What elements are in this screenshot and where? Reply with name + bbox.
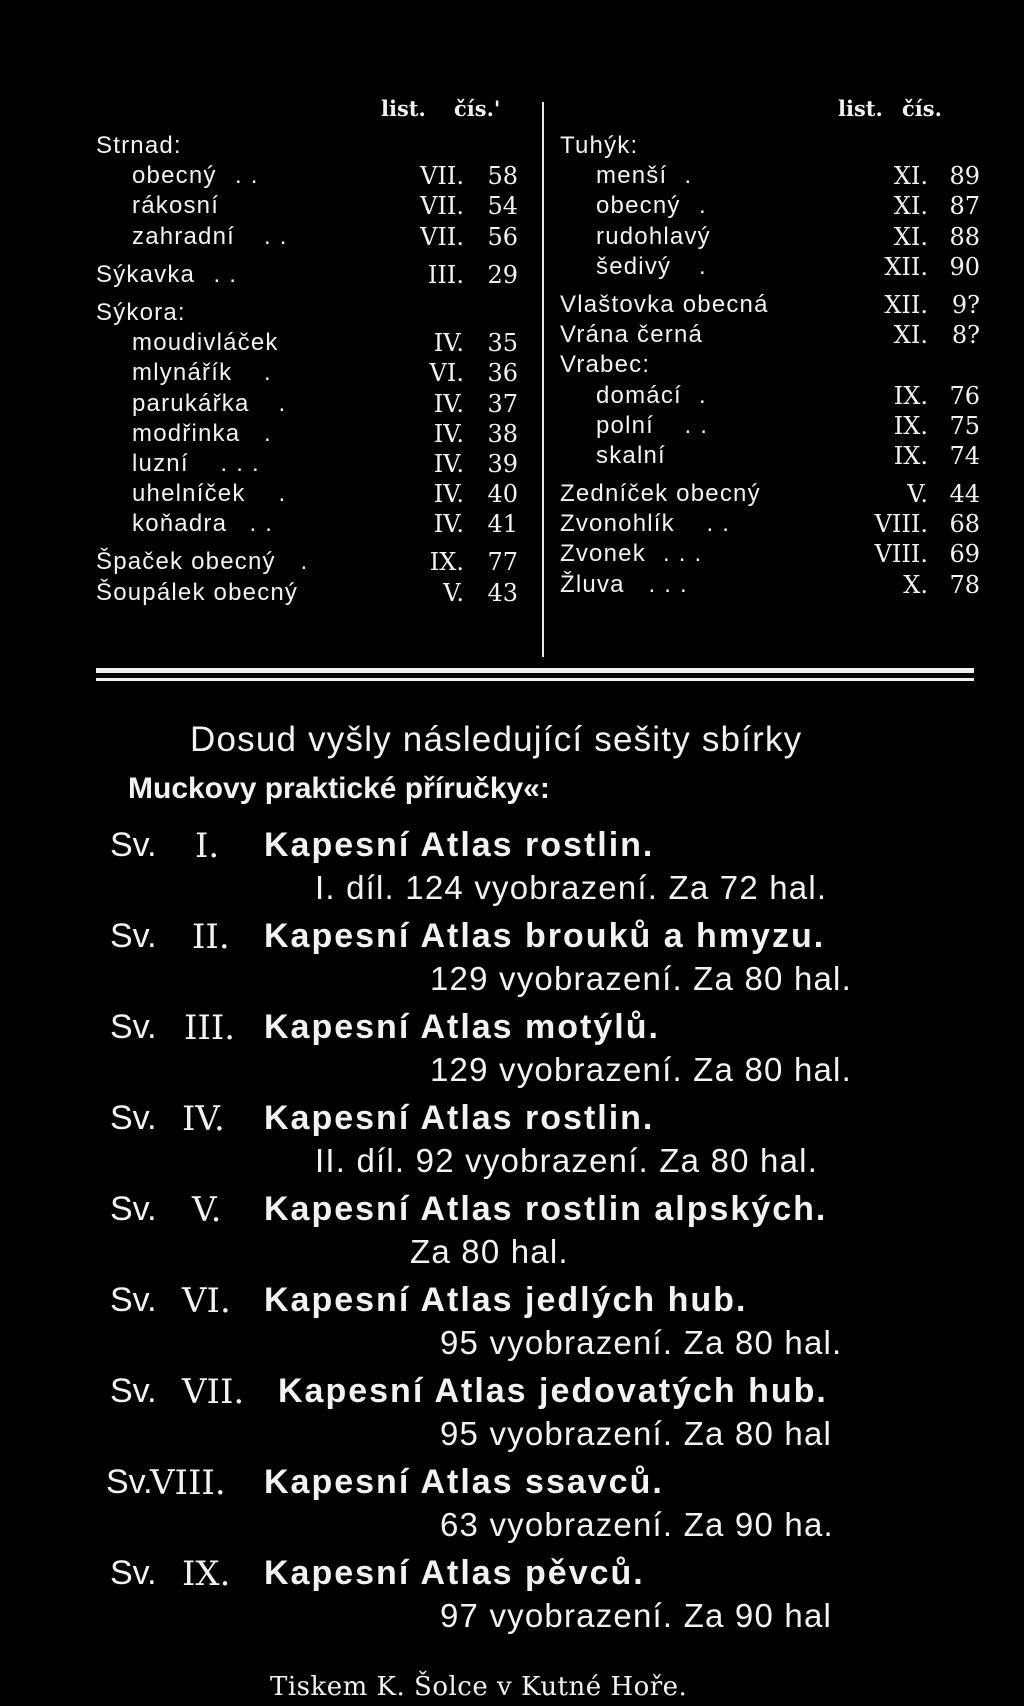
entry-name: Zvonek (560, 540, 646, 568)
bird-index (0, 96, 1024, 656)
entry-number: 90 (949, 252, 980, 281)
entry-leader-dots: . (278, 480, 287, 508)
book-entry (110, 1008, 990, 1099)
index-left-column (96, 96, 526, 609)
entry-number: 78 (949, 570, 980, 599)
index-entry (96, 420, 526, 450)
header-list: list. (838, 96, 883, 121)
book-title: Kapesní Atlas rostlin alpských. (264, 1190, 828, 1228)
entry-volume: X. (903, 570, 928, 599)
index-entry (96, 359, 526, 389)
entry-volume: IV. (433, 510, 464, 539)
entry-name: Vrabec: (560, 351, 651, 379)
book-entry (110, 1372, 990, 1463)
entry-number: 69 (949, 540, 980, 569)
entry-name: Sýkora: (96, 298, 186, 326)
entry-number: 40 (487, 480, 518, 509)
entry-volume: XII. (884, 252, 928, 281)
entry-volume: IX. (893, 441, 928, 470)
book-entry (110, 1190, 990, 1281)
index-entry (96, 579, 526, 609)
series-title: Muckovy praktické příručky«: (128, 772, 550, 805)
entry-name: luzní (132, 449, 189, 477)
entry-name: Vlaštovka obecná (560, 290, 769, 318)
notice-heading: Dosud vyšly následující sešity sbírky (190, 720, 803, 759)
volume-label: Sv. (106, 1463, 153, 1501)
entry-volume: VII. (420, 222, 464, 251)
volume-label: Sv. (110, 1554, 157, 1592)
entry-number: 68 (949, 510, 980, 539)
entry-volume: IV. (433, 419, 464, 448)
entry-leader-dots: . (278, 389, 287, 417)
entry-number: 58 (487, 162, 518, 191)
entry-leader-dots: . . (235, 162, 259, 190)
index-entry (96, 329, 526, 359)
volume-label: Sv. (110, 1190, 157, 1228)
entry-number: 8? (951, 321, 980, 350)
entry-leader-dots: . (684, 162, 693, 190)
entry-number: 75 (949, 411, 980, 440)
entry-name: obecný (596, 192, 681, 220)
entry-volume: VII. (420, 162, 464, 191)
entry-leader-dots: . . (249, 510, 274, 538)
entry-leader-dots: . (264, 359, 272, 387)
entry-name: Sýkavka (96, 260, 196, 288)
entry-name: modřinka (132, 419, 241, 447)
index-entry (96, 261, 526, 291)
entry-number: 37 (487, 389, 518, 418)
book-entry (110, 917, 990, 1008)
index-entry (96, 390, 526, 420)
entry-volume: XII. (884, 290, 928, 319)
entry-volume: XI. (893, 321, 928, 350)
book-entry (110, 1554, 990, 1645)
book-entry (106, 1463, 990, 1554)
entry-leader-dots: . (264, 419, 272, 447)
entry-volume: IV. (433, 449, 464, 478)
volume-label: Sv. (110, 826, 157, 864)
entry-volume: V. (443, 578, 464, 607)
volume-number: III. (184, 1008, 236, 1048)
entry-volume: IV. (433, 480, 464, 509)
entry-number: 54 (487, 192, 518, 221)
entry-leader-dots: . (300, 548, 309, 576)
entry-leader-dots: . (699, 192, 707, 220)
volume-label: Sv. (110, 917, 157, 955)
entry-number: 36 (487, 359, 518, 388)
entry-volume: IV. (433, 389, 464, 418)
index-entry (560, 510, 980, 540)
entry-name: Strnad: (96, 132, 182, 159)
volume-number: VII. (182, 1372, 245, 1412)
volume-number: II. (192, 917, 230, 957)
index-entry (560, 321, 980, 351)
book-title: Kapesní Atlas jedlých hub. (264, 1281, 748, 1319)
volume-label: Sv. (110, 1281, 157, 1319)
entry-volume: XI. (893, 222, 928, 251)
book-detail: 63 vyobrazení. Za 90 ha. (440, 1506, 834, 1543)
entry-leader-dots: . . . (220, 449, 260, 477)
book-title: Kapesní Atlas pěvců. (264, 1554, 645, 1592)
book-title: Kapesní Atlas motýlů. (264, 1008, 660, 1046)
entry-name: menší (596, 162, 668, 190)
rule-line (96, 678, 974, 681)
book-entry (110, 1099, 990, 1190)
entry-volume: V. (907, 480, 928, 509)
entry-number: 88 (949, 222, 980, 251)
index-entry (560, 291, 980, 321)
entry-number: 56 (487, 222, 518, 251)
index-entry (560, 480, 980, 510)
book-title: Kapesní Atlas brouků a hmyzu. (264, 917, 826, 955)
book-detail: 95 vyobrazení. Za 80 hal (440, 1415, 833, 1452)
index-entry (560, 442, 980, 472)
entry-name: rudohlavý (596, 222, 711, 250)
book-detail: 95 vyobrazení. Za 80 hal. (440, 1324, 843, 1361)
entry-name: uhelníček (132, 480, 246, 508)
entry-name: Vrána černá (560, 321, 704, 349)
book-detail: 129 vyobrazení. Za 80 hal. (430, 960, 852, 997)
entry-number: 9? (951, 290, 980, 319)
entry-leader-dots: . (699, 252, 707, 280)
book-title: Kapesní Atlas rostlin. (264, 826, 655, 864)
book-detail: II. díl. 92 vyobrazení. Za 80 hal. (315, 1142, 819, 1179)
volume-number: IV. (182, 1099, 225, 1139)
separator-rules (96, 668, 974, 686)
entry-name: Zvonohlík (560, 510, 675, 538)
entry-volume: IX. (893, 381, 928, 410)
index-entry (560, 132, 980, 162)
entry-name: Žluva (560, 570, 625, 598)
book-title: Kapesní Atlas jedovatých hub. (278, 1372, 828, 1410)
entry-name: Tuhýk: (560, 132, 639, 159)
entry-name: parukářka (132, 389, 250, 417)
header-number: čís. (902, 96, 942, 121)
entry-number: 39 (487, 449, 518, 478)
entry-volume: IX. (429, 548, 464, 577)
volume-number: I. (195, 826, 220, 866)
entry-volume: XI. (893, 192, 928, 221)
book-detail: Za 80 hal. (410, 1233, 569, 1270)
book-entry (110, 826, 990, 917)
index-entry (560, 540, 980, 570)
entry-name: Šoupálek obecný (96, 578, 299, 606)
entry-name: šedivý (596, 252, 672, 280)
column-header (96, 96, 526, 132)
entry-name: polní (596, 411, 655, 439)
entry-leader-dots: . . . (648, 570, 688, 598)
index-entry (96, 162, 526, 192)
index-right-column (560, 96, 980, 601)
index-entry (560, 192, 980, 222)
entry-volume: VIII. (874, 510, 928, 539)
entry-number: 44 (949, 480, 980, 509)
volume-number: VIII. (150, 1463, 226, 1503)
entry-number: 89 (949, 162, 980, 191)
book-entry (110, 1281, 990, 1372)
column-header (560, 96, 980, 132)
index-entry (560, 412, 980, 442)
entry-volume: XI. (893, 162, 928, 191)
index-entry (560, 253, 980, 283)
entry-leader-dots: . . (264, 222, 288, 250)
entry-volume: III. (427, 260, 464, 289)
entry-name: koňadra (132, 510, 228, 538)
entry-volume: IV. (433, 329, 464, 358)
entry-name: mlynářík (132, 359, 233, 387)
volume-label: Sv. (110, 1008, 157, 1046)
entry-number: 87 (949, 192, 980, 221)
entry-number: 43 (487, 578, 518, 607)
book-list (106, 826, 990, 1645)
book-detail: 97 vyobrazení. Za 90 hal (440, 1597, 833, 1634)
entry-number: 41 (487, 510, 518, 539)
book-detail: I. díl. 124 vyobrazení. Za 72 hal. (315, 869, 828, 906)
index-entry (96, 223, 526, 253)
entry-volume: VI. (429, 359, 464, 388)
entry-leader-dots: . . . (663, 540, 703, 568)
index-entry (96, 299, 526, 329)
header-list: list. (381, 96, 426, 121)
index-entry (96, 192, 526, 222)
index-entry (560, 351, 980, 381)
entry-leader-dots: . (699, 381, 707, 409)
volume-number: VI. (182, 1281, 231, 1321)
entry-number: 77 (487, 548, 518, 577)
entry-name: Zedníček obecný (560, 480, 761, 508)
book-title: Kapesní Atlas rostlin. (264, 1099, 655, 1137)
volume-label: Sv. (110, 1372, 157, 1410)
index-entry (560, 382, 980, 412)
entry-name: obecný (132, 162, 217, 190)
entry-volume: VIII. (874, 540, 928, 569)
entry-leader-dots: . . (706, 510, 731, 538)
book-detail: 129 vyobrazení. Za 80 hal. (430, 1051, 852, 1088)
book-title: Kapesní Atlas ssavců. (264, 1463, 664, 1501)
entry-name: domácí (596, 381, 682, 409)
column-divider (542, 102, 544, 657)
entry-name: zahradní (132, 222, 235, 250)
index-entry (560, 571, 980, 601)
index-entry (96, 548, 526, 578)
entry-leader-dots: . . (213, 260, 238, 288)
entry-number: 76 (949, 381, 980, 410)
entry-number: 74 (949, 441, 980, 470)
rule-line (96, 668, 974, 673)
index-entry (96, 450, 526, 480)
entry-number: 29 (487, 260, 518, 289)
entry-name: skalní (596, 441, 666, 469)
header-number: čís.' (454, 96, 501, 121)
entry-number: 38 (487, 419, 518, 448)
index-entry (96, 510, 526, 540)
entry-name: Špaček obecný (96, 548, 276, 576)
index-entry (96, 132, 526, 162)
entry-volume: IX. (893, 411, 928, 440)
entry-volume: VII. (420, 192, 464, 221)
index-entry (560, 223, 980, 253)
entry-name: moudivláček (132, 329, 279, 357)
entry-number: 35 (487, 329, 518, 358)
entry-leader-dots: . . (684, 411, 709, 439)
entry-name: rákosní (132, 192, 220, 220)
volume-label: Sv. (110, 1099, 157, 1137)
index-entry (560, 162, 980, 192)
volume-number: IX. (182, 1554, 231, 1594)
volume-number: V. (192, 1190, 222, 1230)
printer-imprint: Tiskem K. Šolce v Kutné Hoře. (270, 1672, 688, 1702)
index-entry (96, 480, 526, 510)
